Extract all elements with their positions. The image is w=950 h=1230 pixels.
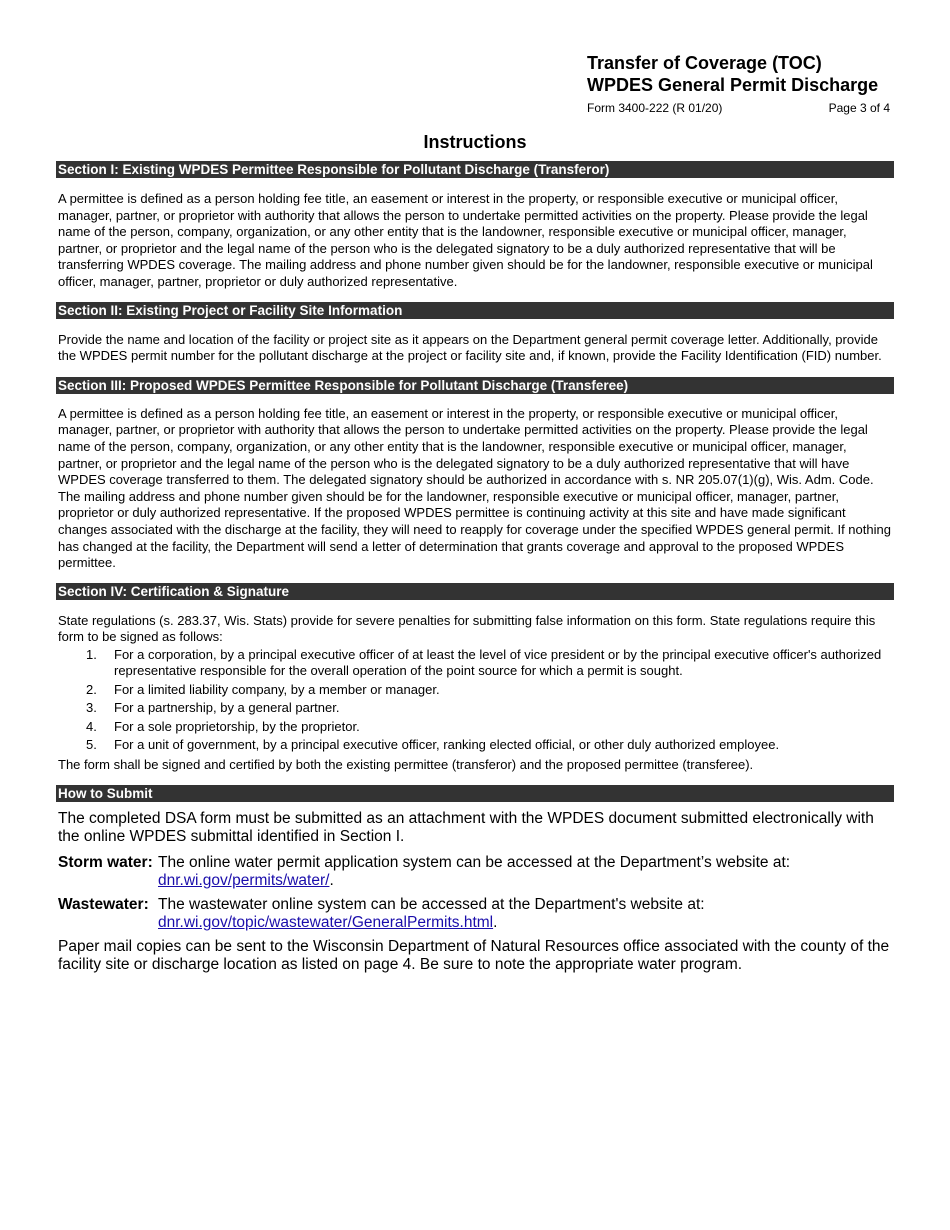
page-number: Page 3 of 4 (828, 101, 890, 115)
section-3-heading: Section III: Proposed WPDES Permittee Responsible for Pollutant Discharge (Transferee) (56, 377, 894, 394)
list-item-text: For a unit of government, by a principal executive officer, ranking elected official, or other duly authorized employee. (114, 737, 780, 753)
form-meta (587, 101, 890, 115)
list-item (58, 700, 894, 717)
section-2-body: Provide the name and location of the facility or project site as it appears on the Department general permit coverage letter. Additionally, provide the WPDES permit number for the pollutant discharge at the project or facility site and, if known, provide the Facility Identification (FID) number. (58, 331, 882, 364)
storm-water-label: Storm water: (58, 854, 153, 872)
how-to-submit-intro: The completed DSA form must be submitted as an attachment with the WPDES document submitted electronically with the online WPDES submittal identified in Section I. (58, 810, 874, 845)
section-1-body: A permittee is defined as a person holding fee title, an easement or interest in the property, or responsible executive or municipal officer, manager, partner, or proprietor with authority that allows the person to undertake permitted activities on the property. Please provide the legal name of the person, company, organization, or any other entity that is the landowner, responsible executive or municipal officer, manager, partner, or proprietor and the legal name of the person who is the delegated signatory to be a duly authorized representative that will be transferring WPDES coverage. The mailing address and phone number given should be for the landowner, responsible executive or municipal officer, manager, partner, proprietor or duly authorized representative. (58, 191, 873, 289)
how-to-submit-outro: Paper mail copies can be sent to the Wisconsin Department of Natural Resources office associated with the county of the facility site or discharge location as listed on page 4. Be sure to note the appropriate water program. (58, 938, 890, 973)
list-item-text: For a partnership, by a general partner. (114, 700, 340, 716)
list-item (58, 682, 894, 699)
storm-water-link[interactable]: dnr.wi.gov/permits/water/ (158, 871, 330, 889)
form-title-line2: WPDES General Permit Discharge (587, 75, 879, 95)
list-item-number: 5. (86, 737, 97, 753)
list-item-number: 3. (86, 700, 97, 716)
list-item (58, 647, 894, 680)
form-number: Form 3400-222 (R 01/20) (587, 101, 723, 115)
storm-water-text: The online water permit application system can be accessed at the Department’s website at: dnr.wi.gov/permits/water/. (158, 854, 791, 889)
storm-water-description: The online water permit application system can be accessed at the Department’s website at: (158, 854, 791, 872)
instructions-content (56, 161, 894, 973)
list-item (58, 719, 894, 736)
list-item-number: 4. (86, 718, 97, 734)
section-4-body: State regulations (s. 283.37, Wis. Stats) provide for severe penalties for submitting false information on this form. State regulations require this form to be signed as follows: (58, 612, 876, 645)
list-item-number: 1. (86, 646, 97, 662)
wastewater-description: The wastewater online system can be accessed at the Department's website at: (158, 896, 705, 914)
wastewater-link[interactable]: dnr.wi.gov/topic/wastewater/GeneralPermits.html (158, 913, 494, 931)
storm-water-row (56, 854, 894, 889)
signature-requirements-list (56, 647, 894, 754)
how-to-submit-heading: How to Submit (56, 785, 894, 802)
section-4-closing: The form shall be signed and certified by both the existing permittee (transferor) and the proposed permittee (transferee). (58, 756, 754, 772)
section-2-heading: Section II: Existing Project or Facility Site Information (56, 302, 894, 319)
wastewater-label: Wastewater: (58, 896, 149, 914)
form-title-line1: Transfer of Coverage (TOC) (587, 53, 822, 73)
section-1-heading: Section I: Existing WPDES Permittee Responsible for Pollutant Discharge (Transferor) (56, 161, 894, 178)
list-item-text: For a sole proprietorship, by the proprietor. (114, 718, 360, 734)
list-item (58, 737, 894, 754)
list-item-text: For a corporation, by a principal executive officer of at least the level of vice president or by the principal executive officer's authorized representative responsible for the overall operation of the point source for which a permit is sought. (114, 646, 882, 679)
section-4-heading: Section IV: Certification & Signature (56, 583, 894, 600)
instructions-title: Instructions (423, 132, 527, 152)
form-header (587, 52, 890, 115)
wastewater-row (56, 896, 894, 931)
wastewater-text: The wastewater online system can be accessed at the Department's website at: dnr.wi.gov/topic/wastewater/GeneralPermits.html. (158, 896, 705, 931)
list-item-number: 2. (86, 681, 97, 697)
section-3-body: A permittee is defined as a person holding fee title, an easement or interest in the property, or responsible executive or municipal officer, manager, partner, or proprietor with authority that allows the person to undertake permitted activities on the property. Please provide the legal name of the person, company, organization, or any other entity that is the landowner, responsible executive or municipal officer, manager, partner, or proprietor and the legal name of the person who is the delegated signatory to be a duly authorized representative that will have WPDES coverage transferred to them. The delegated signatory should be authorized in accordance with s. NR 205.07(1)(g), Wis. Adm. Code. The mailing address and phone number given should be for the landowner, responsible executive or municipal officer, manager, partner, proprietor or duly authorized representative. If the proposed WPDES permittee is continuing activity at this site and have made significant changes associated with the discharge at the facility, they will need to reapply for coverage under the specified WPDES general permit. If nothing has changed at the facility, the Department will send a letter of determination that grants coverage and approval to the proposed WPDES permittee. (58, 405, 891, 571)
list-item-text: For a limited liability company, by a member or manager. (114, 681, 440, 697)
